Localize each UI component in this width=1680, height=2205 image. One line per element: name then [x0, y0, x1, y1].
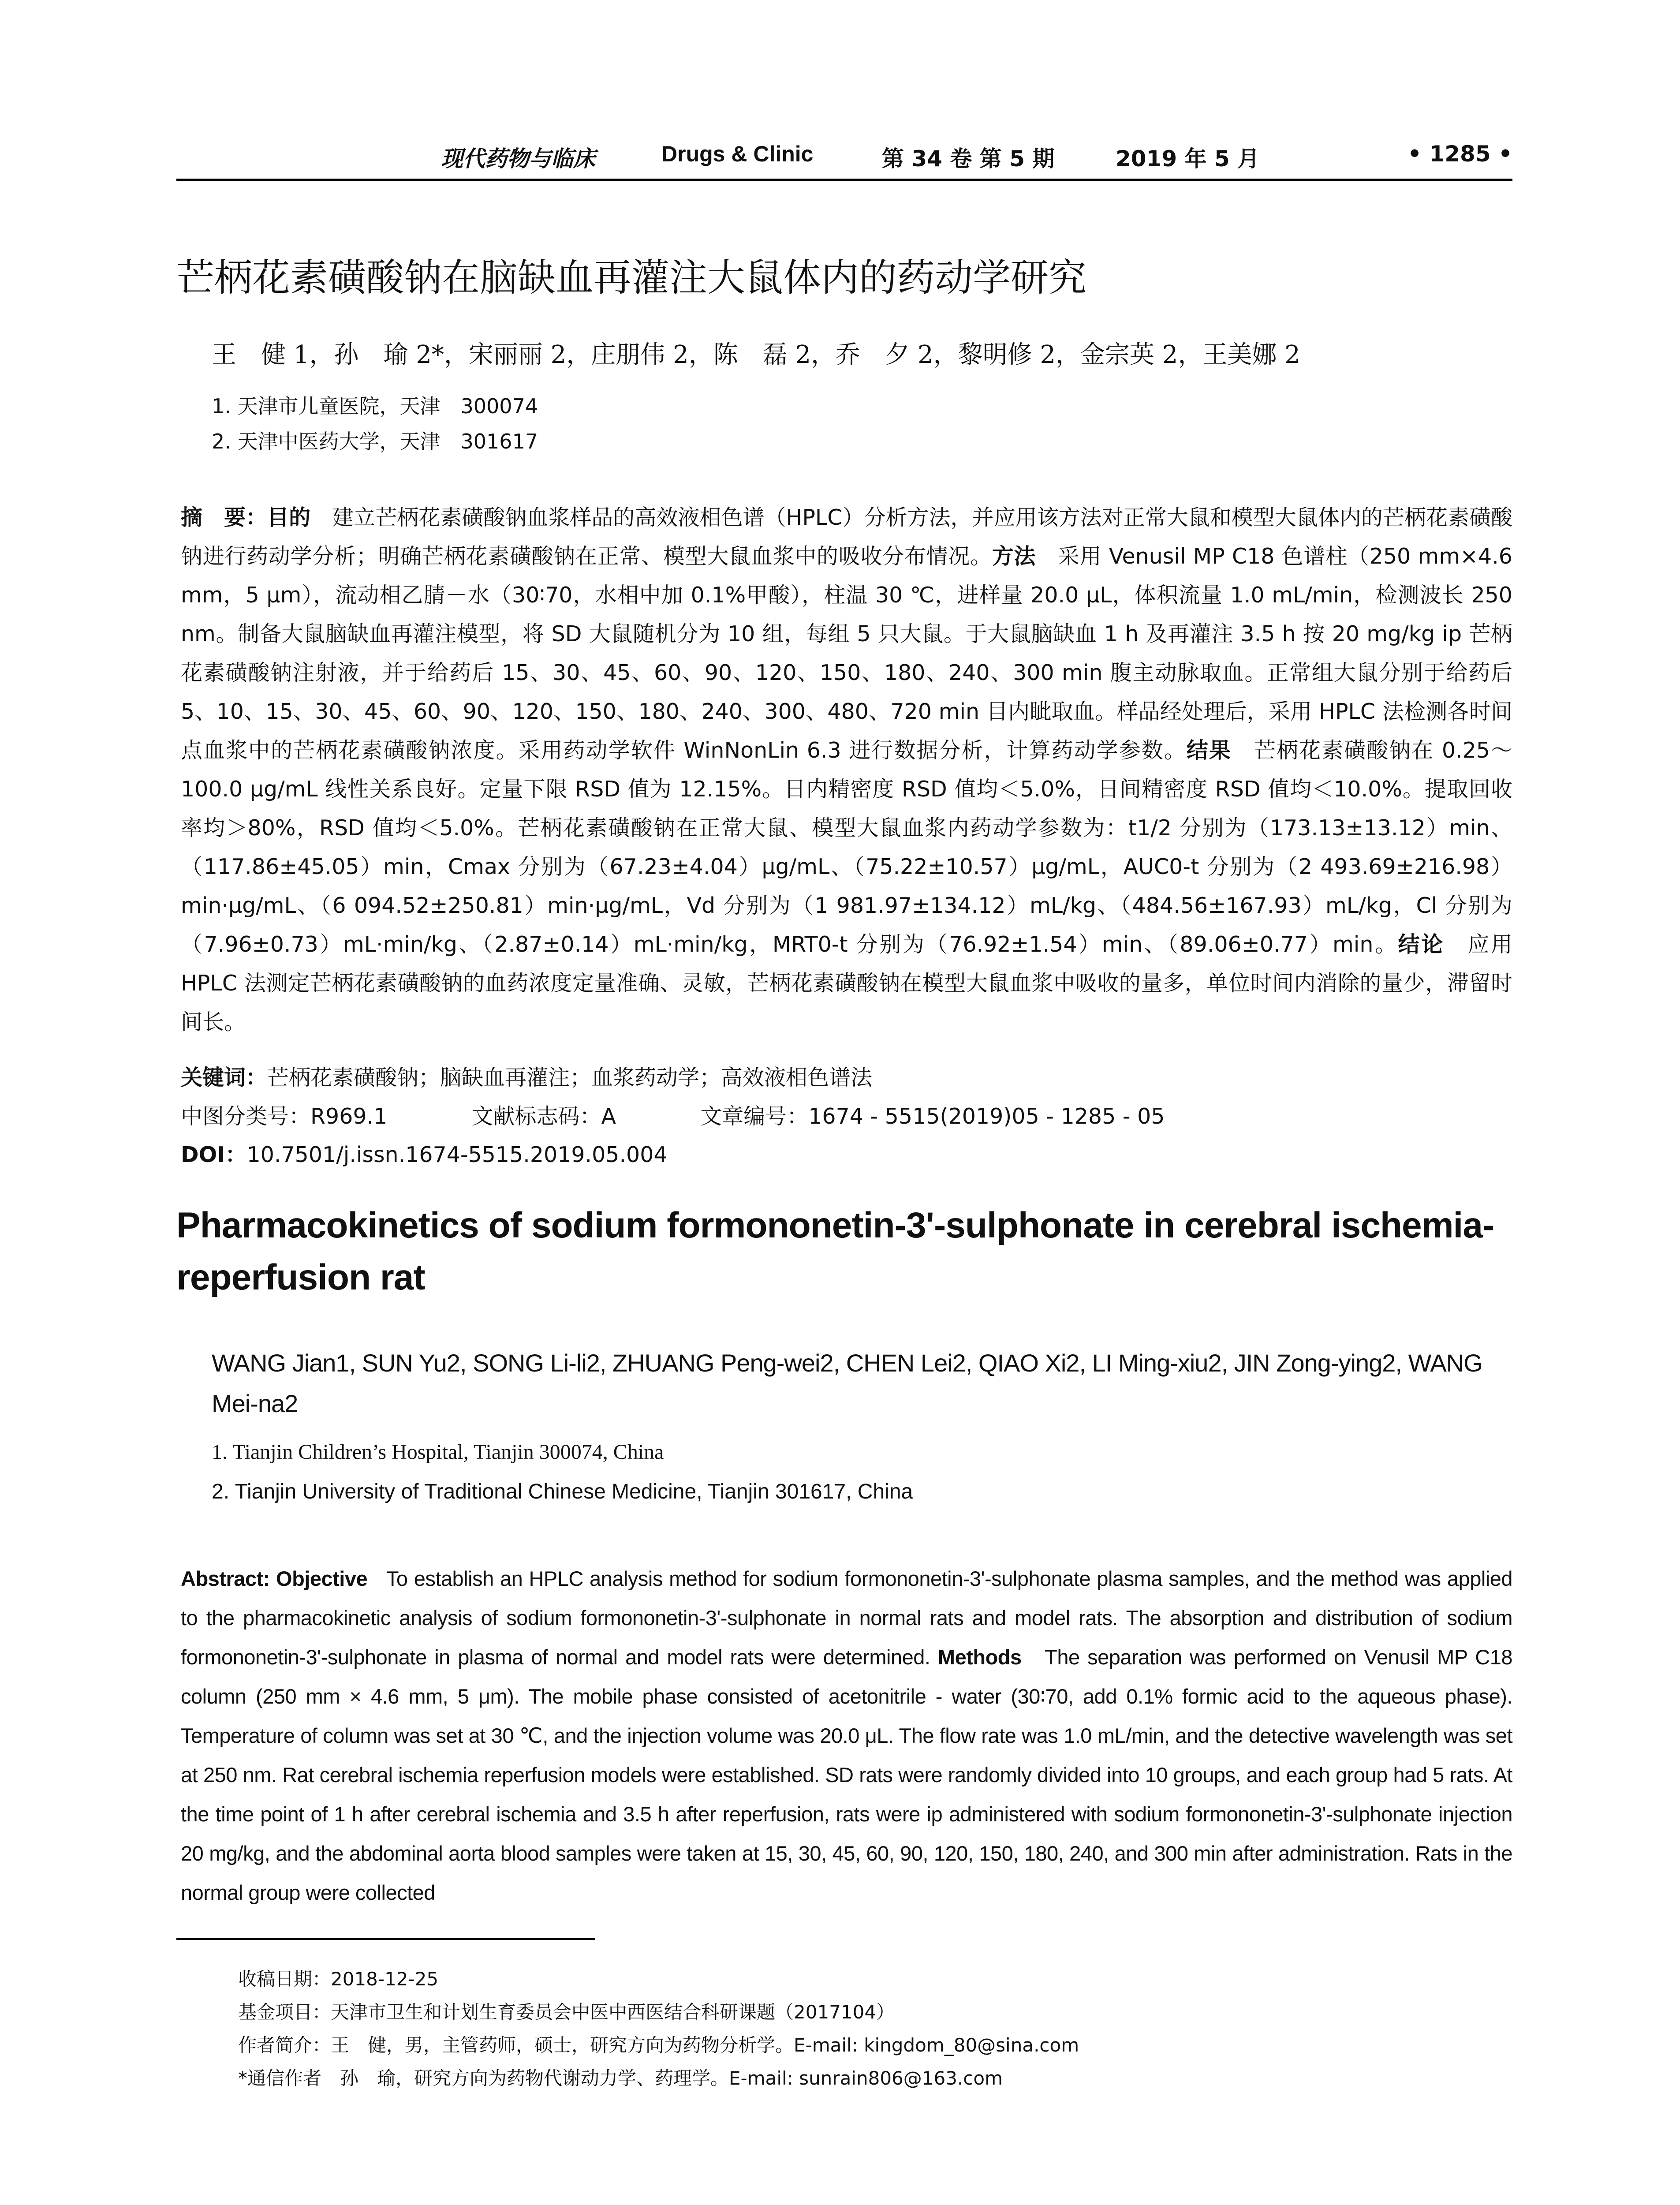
authors-en: WANG Jian1, SUN Yu2, SONG Li-li2, ZHUANG Peng-wei2, CHEN Lei2, QIAO Xi2, LI Ming-xiu2, JIN Zong-ying2, WANG Mei-na2 — [212, 1349, 1482, 1417]
footnote-corresponding: *通信作者 孙 瑜，研究方向为药物代谢动力学、药理学。E-mail: sunrain806@163.com — [238, 2067, 1003, 2089]
doi-label: DOI： — [181, 1142, 247, 1167]
classification-line — [181, 1099, 1165, 1130]
footnote-fund: 基金项目：天津市卫生和计划生育委员会中医中西医结合科研课题（2017104） — [238, 2001, 895, 2023]
keywords-cn — [181, 1061, 872, 1091]
affiliation-en-1: 1. Tianjin Children’s Hospital, Tianjin 300074, China — [212, 1440, 664, 1464]
abstract-cn-label: 摘 要： — [181, 505, 268, 530]
affiliation-cn-1: 1. 天津市儿童医院，天津 300074 — [212, 394, 538, 418]
journal-issue: 第 34 卷 第 5 期 — [882, 146, 1055, 172]
doc-code-value: A — [601, 1104, 616, 1129]
doc-code-label: 文献标志码： — [471, 1104, 601, 1129]
results-cn: 芒柄花素磺酸钠在 0.25～100.0 μg/mL 线性关系良好。定量下限 RSD 值为 12.15%。日内精密度 RSD 值均＜5.0%，日间精密度 RSD 值均＜10.0%。提取回收率均＞80%，RSD 值均＜5.0%。芒柄花素磺酸钠在正常大鼠、模型大鼠血浆内药动学参数为：t1/2 分别为（173.13±13.12）min、（117.86±45.05）min，Cmax 分别为（67.23±4.04）μg/mL、（75.22±10.57）μg/mL，AUC0-t 分别为（2 493.69±216.98）min·μg/mL、（6 094.52±250.81）min·μg/mL，Vd 分别为（1 981.97±134.12）mL/kg、（484.56±167.93）mL/kg，Cl 分别为（7.96±0.73）mL·min/kg、（2.87±0.14）mL·min/kg，MRT0-t 分别为（76.92±1.54）min、（89.06±0.77）min。 — [181, 738, 1512, 957]
methods-en: The separation was performed on Venusil MP C18 column (250 mm × 4.6 mm, 5 μm). The mobile phase consisted of acetonitrile - water (30∶70, add 0.1% formic acid to the aqueous phase). Temperature of column was set at 30 ℃, and the injection volume was 20.0 μL. The flow rate was 1.0 mL/min, and the detective wavelength was set at 250 nm. Rat cerebral ischemia reperfusion models were established. SD rats were randomly divided into 10 groups, and each group had 5 rats. At the time point of 1 h after cerebral ischemia and 3.5 h after reperfusion, rats were ip administered with sodium formononetin-3'-sulphonate injection 20 mg/kg, and the abdominal aorta blood samples were taken at 15, 30, 45, 60, 90, 120, 150, 180, 240, and 300 min after administration. Rats in the normal group were collected — [181, 1645, 1512, 1904]
title-en: Pharmacokinetics of sodium formononetin-3'-sulphonate in cerebral ischemia-reperfusion rat — [176, 1205, 1494, 1297]
doi-line — [181, 1138, 668, 1169]
title-cn: 芒柄花素磺酸钠在脑缺血再灌注大鼠体内的药动学研究 — [176, 256, 1086, 300]
keywords-value: 芒柄花素磺酸钠；脑缺血再灌注；血浆药动学；高效液相色谱法 — [267, 1065, 873, 1090]
abstract-cn — [181, 498, 1512, 1042]
methods-label-cn: 方法 — [992, 544, 1036, 569]
conclusion-label-cn: 结论 — [1398, 932, 1445, 957]
methods-label-en: Methods — [937, 1645, 1022, 1669]
affiliation-en-2: 2. Tianjin University of Traditional Chinese Medicine, Tianjin 301617, China — [212, 1480, 913, 1503]
authors-cn: 王 健 1，孙 瑜 2*，宋丽丽 2，庄朋伟 2，陈 磊 2，乔 夕 2，黎明修 2，金宗英 2，王美娜 2 — [212, 340, 1300, 369]
footnote-author: 作者简介：王 健，男，主管药师，硕士，研究方向为药物分析学。E-mail: kingdom_80@sina.com — [238, 2034, 1079, 2056]
results-label-cn: 结果 — [1186, 738, 1232, 763]
objective-cn: 建立芒柄花素磺酸钠血浆样品的高效液相色谱（HPLC）分析方法，并应用该方法对正常大鼠和模型大鼠体内的芒柄花素磺酸钠进行药动学分析；明确芒柄花素磺酸钠在正常、模型大鼠血浆中的吸收分布情况。 — [181, 505, 1512, 569]
abstract-en-label: Abstract: — [181, 1567, 276, 1590]
conclusion-cn: 应用 HPLC 法测定芒柄花素磺酸钠的血药浓度定量准确、灵敏，芒柄花素磺酸钠在模型大鼠血浆中吸收的量多，单位时间内消除的量少，滞留时间长。 — [181, 932, 1512, 1035]
journal-name-cn: 现代药物与临床 — [441, 146, 595, 172]
affiliation-cn-2: 2. 天津中医药大学，天津 301617 — [212, 430, 538, 453]
keywords-label: 关键词： — [181, 1065, 268, 1090]
article-number-label: 文章编号： — [700, 1104, 809, 1129]
methods-cn: 采用 Venusil MP C18 色谱柱（250 mm×4.6 mm，5 μm），流动相乙腈－水（30∶70，水相中加 0.1%甲酸），柱温 30 ℃，进样量 20.0 μL，体积流量 1.0 mL/min，检测波长 250 nm。制备大鼠脑缺血再灌注模型，将 SD 大鼠随机分为 10 组，每组 5 只大鼠。于大鼠脑缺血 1 h 及再灌注 3.5 h 按 20 mg/kg ip 芒柄花素磺酸钠注射液，并于给药后 15、30、45、60、90、120、150、180、240、300 min 腹主动脉取血。正常组大鼠分别于给药后 5、10、15、30、45、60、90、120、150、180、240、300、480、720 min 目内眦取血。样品经处理后，采用 HPLC 法检测各时间点血浆中的芒柄花素磺酸钠浓度。采用药动学软件 WinNonLin 6.3 进行数据分析，计算药动学参数。 — [181, 544, 1512, 763]
article-number-value: 1674 - 5515(2019)05 - 1285 - 05 — [808, 1104, 1165, 1129]
objective-label-cn: 目的 — [267, 505, 311, 530]
abstract-en — [181, 1559, 1512, 1912]
doi-value: 10.7501/j.issn.1674-5515.2019.05.004 — [246, 1142, 668, 1167]
journal-date: 2019 年 5 月 — [1116, 146, 1260, 172]
clc-label: 中图分类号： — [181, 1104, 311, 1129]
objective-label-en: Objective — [276, 1567, 368, 1590]
footnote-rule — [176, 1938, 595, 1940]
objective-en: To establish an HPLC analysis method for sodium formononetin-3'-sulphonate plasma samples, and the method was applied to the pharmacokinetic analysis of sodium formononetin-3'-sulphonate in normal rats and model rats. The absorption and distribution of sodium formononetin-3'-sulphonate in plasma of normal and model rats were determined. — [181, 1567, 1512, 1669]
journal-name-en: Drugs & Clinic — [661, 142, 814, 166]
clc-value: R969.1 — [310, 1104, 388, 1129]
running-header — [176, 132, 1512, 176]
header-rule — [176, 179, 1512, 181]
footnote-received: 收稿日期：2018-12-25 — [238, 1968, 439, 1990]
page-number: • 1285 • — [1407, 141, 1512, 167]
